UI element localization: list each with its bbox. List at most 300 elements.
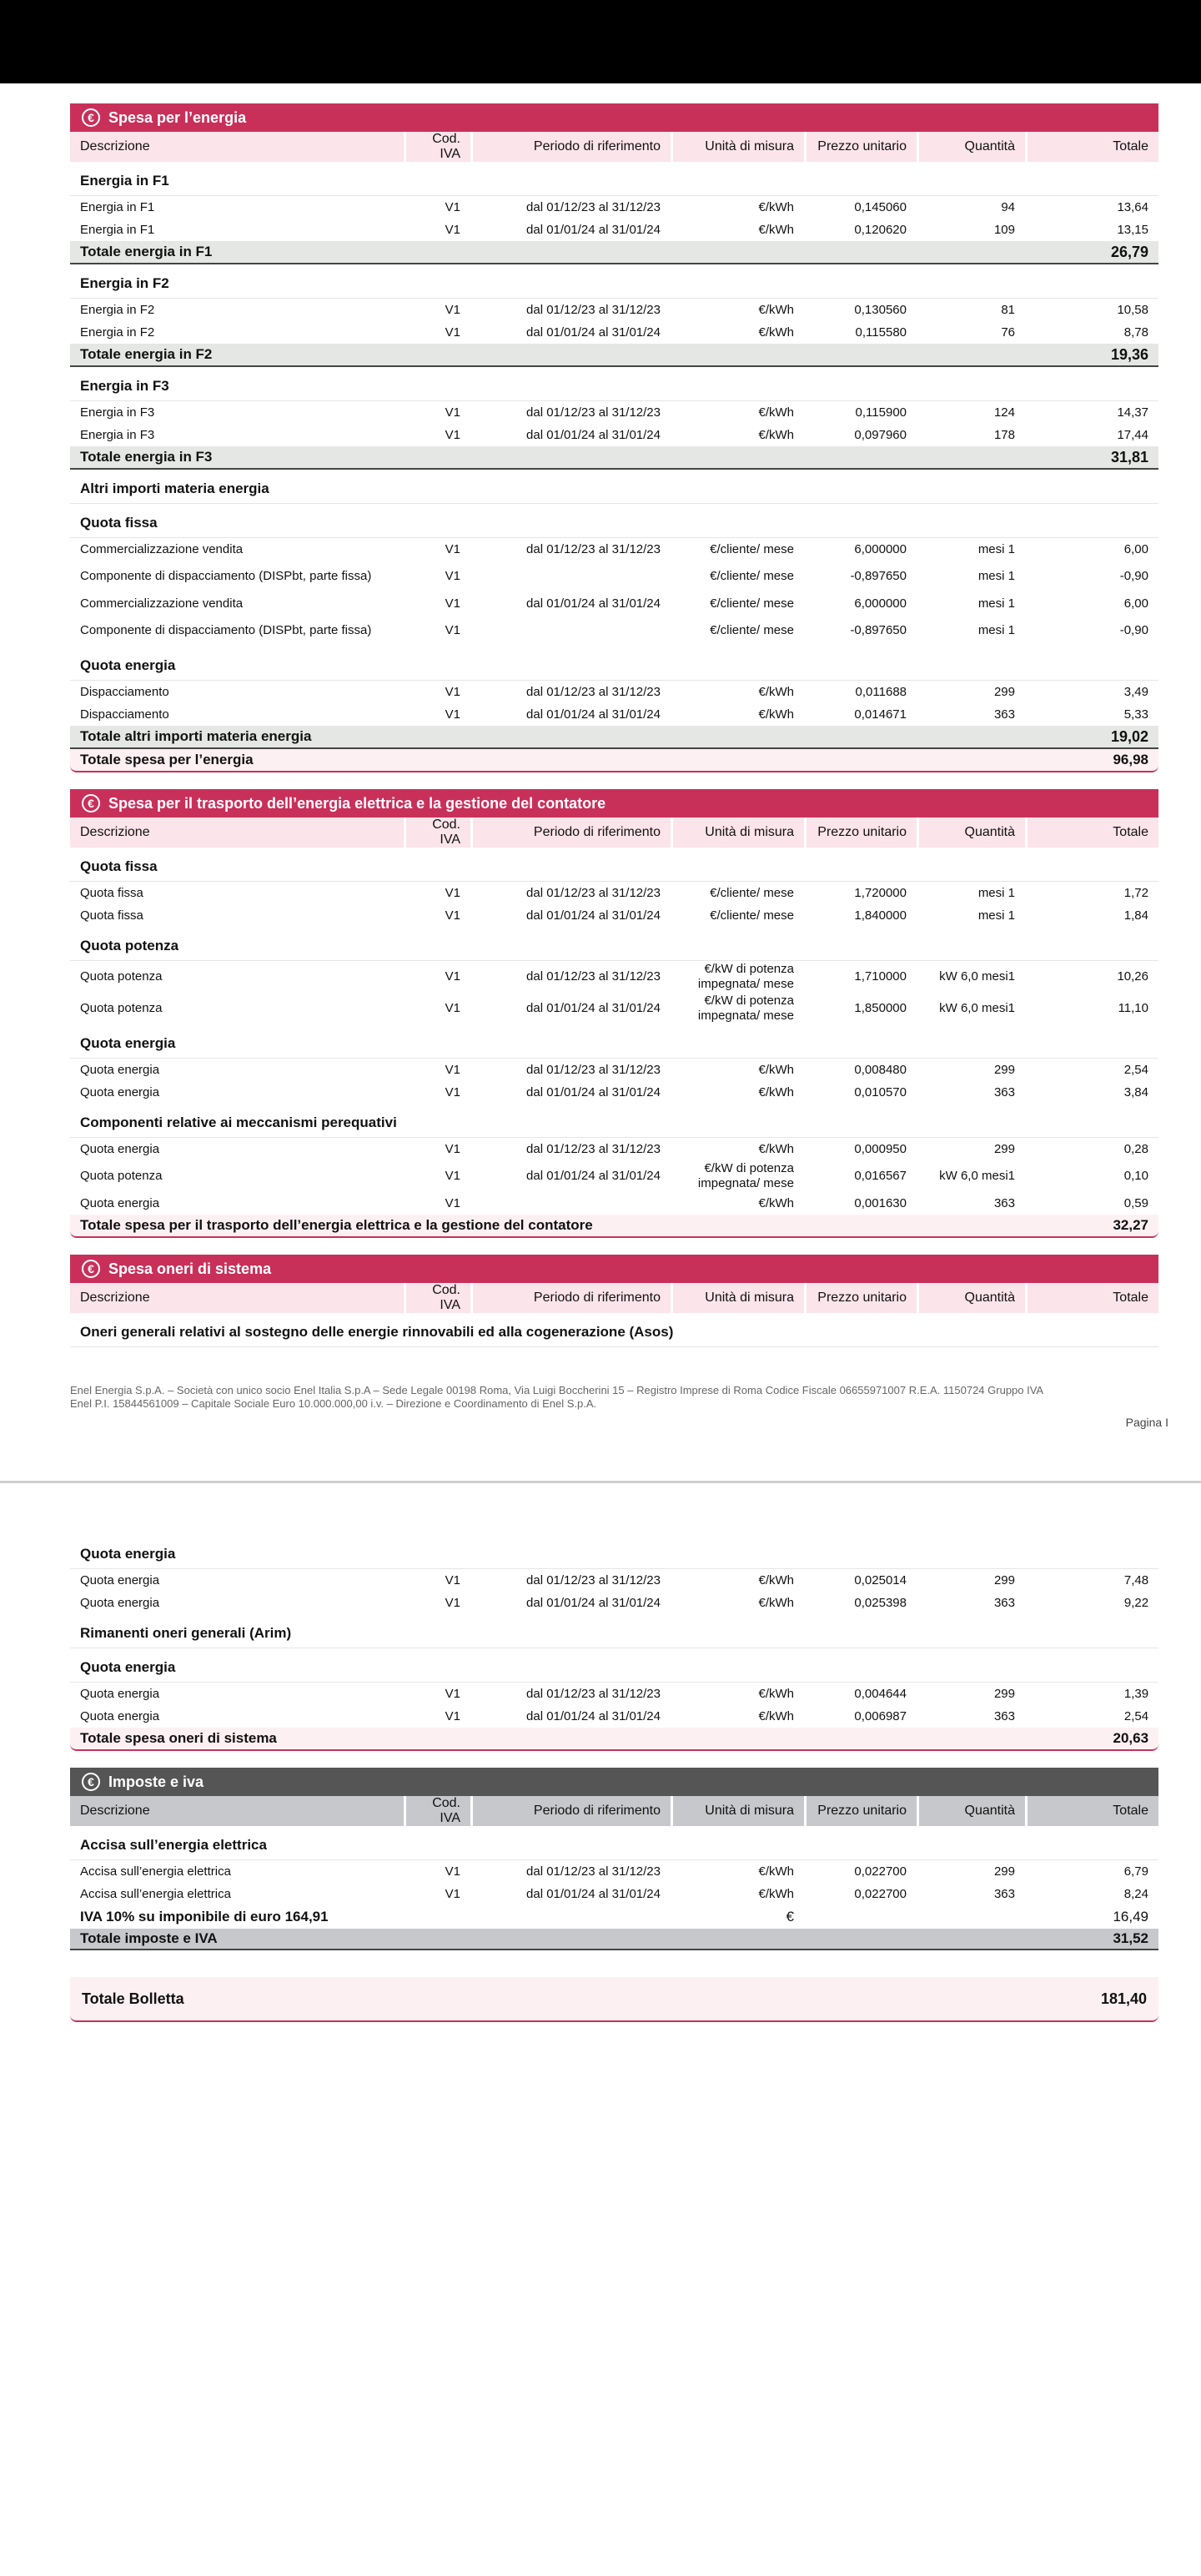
cell-periodo: dal 01/12/23 al 31/12/23 — [526, 969, 661, 984]
cell-unita: €/kWh — [758, 1142, 794, 1156]
cell-prezzo: 0,011688 — [855, 685, 907, 699]
cell-totale: 6,00 — [1123, 596, 1148, 611]
cell-totale: 3,84 — [1123, 1085, 1148, 1099]
cell-descrizione: Quota energia — [80, 1687, 160, 1701]
cell-unita: €/kWh — [758, 405, 794, 420]
page-1 — [70, 103, 1168, 1429]
cell-descrizione: Quota energia — [80, 1596, 160, 1610]
cell-periodo: dal 01/01/24 al 31/01/24 — [526, 223, 661, 237]
cell-prezzo: 0,025014 — [854, 1573, 907, 1587]
cell-unita: €/kWh — [758, 1596, 794, 1610]
cell-totale: 16,49 — [1113, 1909, 1148, 1924]
cell-cod-iva: V1 — [445, 1001, 460, 1015]
cell-prezzo: 0,130560 — [854, 303, 907, 317]
cell-descrizione: Accisa sull’energia elettrica — [80, 1887, 231, 1901]
col-descrizione-header: Descrizione — [70, 818, 404, 848]
group-heading-row — [70, 1535, 1158, 1569]
total-row — [70, 1215, 1158, 1238]
group-heading-row — [70, 1024, 1158, 1059]
table-row — [70, 615, 1158, 647]
cell-quantita: 178 — [993, 428, 1015, 442]
cell-quantita: 299 — [993, 1687, 1015, 1701]
cell-totale: 1,84 — [1123, 908, 1148, 923]
cell-periodo: dal 01/12/23 al 31/12/23 — [526, 542, 661, 556]
group-heading-row — [70, 1614, 1158, 1648]
cell-quantita: kW 6,0 mesi1 — [939, 969, 1015, 984]
col-quantita-header: Quantità — [917, 132, 1025, 162]
col-unita-header: Unità di misura — [671, 818, 804, 848]
top-black-bar — [0, 0, 1201, 83]
cell-totale: 10,26 — [1117, 969, 1148, 984]
cell-totale: 14,37 — [1117, 405, 1148, 420]
cell-periodo: dal 01/01/24 al 31/01/24 — [526, 1709, 661, 1723]
cell-prezzo: 0,004644 — [854, 1687, 907, 1701]
euro-icon: € — [82, 1773, 100, 1791]
cell-descrizione: Quota energia — [80, 1085, 160, 1099]
cell-descrizione: Quota fissa — [80, 886, 143, 900]
group-heading-row — [70, 264, 1158, 299]
group-heading: Rimanenti oneri generali (Arim) — [70, 1614, 1158, 1648]
cell-totale: -0,90 — [1119, 569, 1148, 583]
cell-quantita: 363 — [993, 707, 1015, 722]
cell-periodo: dal 01/01/24 al 31/01/24 — [526, 707, 661, 722]
group-heading-row — [70, 162, 1158, 196]
cell-totale: 3,49 — [1123, 685, 1148, 699]
cell-cod-iva: V1 — [445, 707, 460, 722]
group-heading: Altri importi materia energia — [70, 470, 1158, 504]
cell-unita: €/kW di potenza impegnata/ mese — [697, 1161, 794, 1190]
grand-total-label: Totale Bolletta — [82, 1990, 184, 2007]
table-row — [70, 882, 1158, 904]
cell-periodo: dal 01/01/24 al 31/01/24 — [526, 1887, 661, 1901]
section-title: Spesa per il trasporto dell’energia elettrica e la gestione del contatore — [108, 794, 606, 812]
col-periodo-header: Periodo di riferimento — [470, 132, 671, 162]
cell-prezzo: 0,008480 — [854, 1063, 907, 1077]
cell-cod-iva: V1 — [445, 1169, 460, 1183]
cell-cod-iva — [404, 1905, 470, 1929]
cell-quantita: kW 6,0 mesi1 — [939, 1001, 1015, 1015]
cell-prezzo: 6,000000 — [854, 596, 907, 611]
cell-periodo: dal 01/12/23 al 31/12/23 — [526, 1687, 661, 1701]
group-heading: Quota energia — [70, 1535, 1158, 1569]
table-row — [70, 1081, 1158, 1104]
cell-quantita: mesi 1 — [977, 542, 1015, 556]
group-heading-row — [70, 504, 1158, 538]
cell-periodo: dal 01/12/23 al 31/12/23 — [526, 1142, 661, 1156]
total-row — [70, 1728, 1158, 1751]
total-value: 20,63 — [1025, 1728, 1158, 1751]
table-row — [70, 219, 1158, 241]
cell-cod-iva: V1 — [445, 1887, 460, 1901]
total-label: Totale spesa oneri di sistema — [70, 1728, 1025, 1751]
cell-unita: €/kWh — [758, 1864, 794, 1879]
total-value: 26,79 — [1025, 241, 1158, 264]
page-divider — [0, 1481, 1201, 1483]
cell-cod-iva: V1 — [445, 542, 460, 556]
cell-periodo: dal 01/12/23 al 31/12/23 — [526, 1864, 661, 1879]
cell-quantita: 363 — [993, 1085, 1015, 1099]
footer-line: Enel Energia S.p.A. – Società con unico socio Enel Italia S.p.A – Sede Legale 00198 Roma, Via Luigi Boccherini 15 – Registro Imprese di Roma Codice Fiscale 06655971007 R.E.A. 1150724 Gruppo IVA — [70, 1384, 1044, 1396]
total-value: 32,27 — [1025, 1215, 1158, 1238]
imposte-table — [70, 1796, 1158, 1950]
cell-descrizione: Dispacciamento — [80, 685, 169, 699]
col-cod-iva-header: Cod. IVA — [404, 818, 470, 848]
cell-prezzo: -0,897650 — [850, 623, 907, 637]
col-periodo-header: Periodo di riferimento — [470, 818, 671, 848]
col-cod-iva-header: Cod. IVA — [404, 132, 470, 162]
grand-total — [70, 1977, 1158, 2022]
col-quantita-header: Quantità — [917, 1283, 1025, 1313]
cell-cod-iva: V1 — [445, 886, 460, 900]
cell-prezzo: 0,010570 — [854, 1085, 907, 1099]
oneri-continued-table — [70, 1535, 1158, 1751]
group-heading-row — [70, 470, 1158, 504]
cell-unita: €/kWh — [758, 1573, 794, 1587]
cell-unita: €/cliente/ mese — [710, 596, 794, 611]
table-row — [70, 1883, 1158, 1905]
cell-periodo: dal 01/01/24 al 31/01/24 — [526, 1001, 661, 1015]
table-row — [70, 961, 1158, 993]
cell-unita: €/kW di potenza impegnata/ mese — [697, 962, 794, 991]
col-prezzo-header: Prezzo unitario — [804, 1283, 917, 1313]
total-value: 19,36 — [1025, 344, 1158, 367]
energia-table — [70, 132, 1158, 772]
cell-quantita: 76 — [1001, 325, 1015, 340]
table-row — [70, 561, 1158, 592]
cell-periodo: dal 01/12/23 al 31/12/23 — [526, 200, 661, 214]
cell-totale: 6,79 — [1123, 1864, 1148, 1879]
section-energia-header — [70, 103, 1158, 132]
table-row — [70, 681, 1158, 703]
group-heading: Accisa sull’energia elettrica — [70, 1826, 1158, 1860]
cell-prezzo: 0,145060 — [854, 200, 907, 214]
group-heading: Quota potenza — [70, 927, 1158, 961]
cell-periodo: dal 01/01/24 al 31/01/24 — [526, 428, 661, 442]
total-value: 31,52 — [1025, 1929, 1158, 1950]
group-heading-row — [70, 367, 1158, 401]
cell-quantita: kW 6,0 mesi1 — [939, 1169, 1015, 1183]
cell-descrizione: Quota fissa — [80, 908, 143, 923]
cell-prezzo: 0,025398 — [854, 1596, 907, 1610]
cell-unita: €/cliente/ mese — [710, 908, 794, 923]
page-number: Pagina I — [1125, 1416, 1168, 1429]
cell-quantita: mesi 1 — [977, 596, 1015, 611]
cell-totale: 10,58 — [1117, 303, 1148, 317]
cell-unita: €/kWh — [758, 223, 794, 237]
group-heading: Quota energia — [70, 1024, 1158, 1059]
group-heading: Componenti relative ai meccanismi perequativi — [70, 1104, 1158, 1138]
cell-cod-iva: V1 — [445, 405, 460, 420]
cell-prezzo: 0,022700 — [854, 1864, 907, 1879]
cell-descrizione: Energia in F3 — [80, 428, 155, 442]
cell-quantita: 81 — [1001, 303, 1015, 317]
cell-quantita: mesi 1 — [977, 623, 1015, 637]
oneri-table — [70, 1283, 1158, 1347]
col-descrizione-header: Descrizione — [70, 1283, 404, 1313]
cell-descrizione: Quota potenza — [80, 1169, 163, 1183]
cell-quantita: 363 — [993, 1887, 1015, 1901]
cell-descrizione: Energia in F3 — [80, 405, 155, 420]
col-cod-iva-header: Cod. IVA — [404, 1283, 470, 1313]
cell-totale: 8,78 — [1123, 325, 1148, 340]
cell-quantita — [917, 1905, 1025, 1929]
cell-periodo: dal 01/01/24 al 31/01/24 — [526, 1085, 661, 1099]
cell-quantita: mesi 1 — [977, 569, 1015, 583]
cell-cod-iva: V1 — [445, 1596, 460, 1610]
col-quantita-header: Quantità — [917, 818, 1025, 848]
cell-unita: €/cliente/ mese — [710, 569, 794, 583]
euro-icon: € — [82, 1260, 100, 1278]
cell-quantita: 363 — [993, 1196, 1015, 1210]
group-heading: Energia in F2 — [70, 264, 1158, 299]
cell-cod-iva: V1 — [445, 1687, 460, 1701]
col-periodo-header: Periodo di riferimento — [470, 1283, 671, 1313]
cell-totale: 13,64 — [1117, 200, 1148, 214]
cell-periodo: dal 01/01/24 al 31/01/24 — [526, 1169, 661, 1183]
col-unita-header: Unità di misura — [671, 132, 804, 162]
total-label: Totale altri importi materia energia — [70, 726, 1025, 749]
col-periodo-header: Periodo di riferimento — [470, 1796, 671, 1826]
cell-periodo — [470, 615, 671, 647]
table-row — [70, 1192, 1158, 1215]
cell-periodo: dal 01/01/24 al 31/01/24 — [526, 908, 661, 923]
total-value: 31,81 — [1025, 446, 1158, 470]
cell-quantita: mesi 1 — [977, 886, 1015, 900]
total-label: Totale energia in F2 — [70, 344, 1025, 367]
cell-totale: 17,44 — [1117, 428, 1148, 442]
cell-descrizione: Componente di dispacciamento (DISPbt, parte fissa) — [80, 569, 372, 583]
table-row — [70, 401, 1158, 424]
cell-descrizione: Quota potenza — [80, 969, 163, 984]
cell-descrizione: Componente di dispacciamento (DISPbt, parte fissa) — [80, 623, 372, 637]
cell-prezzo: 0,000950 — [854, 1142, 907, 1156]
group-heading: Energia in F1 — [70, 162, 1158, 196]
col-descrizione-header: Descrizione — [70, 132, 404, 162]
cell-prezzo: 0,006987 — [854, 1709, 907, 1723]
cell-unita: €/kWh — [758, 1196, 794, 1210]
group-heading: Energia in F3 — [70, 367, 1158, 401]
cell-quantita: 299 — [993, 685, 1015, 699]
cell-cod-iva: V1 — [445, 223, 460, 237]
col-unita-header: Unità di misura — [671, 1796, 804, 1826]
section-oneri-header — [70, 1255, 1158, 1283]
cell-totale: 7,48 — [1123, 1573, 1149, 1587]
col-prezzo-header: Prezzo unitario — [804, 132, 917, 162]
col-prezzo-header: Prezzo unitario — [804, 1796, 917, 1826]
total-label: Totale spesa per il trasporto dell’energia elettrica e la gestione del contatore — [70, 1215, 1025, 1238]
cell-cod-iva: V1 — [445, 908, 460, 923]
cell-descrizione: Energia in F1 — [80, 200, 155, 214]
total-value: 96,98 — [1025, 749, 1158, 772]
table-row — [70, 196, 1158, 219]
subtotal-row — [70, 726, 1158, 749]
cell-cod-iva: V1 — [445, 200, 460, 214]
page-2 — [70, 1535, 1158, 2022]
cell-totale: 9,22 — [1123, 1596, 1149, 1610]
col-quantita-header: Quantità — [917, 1796, 1025, 1826]
col-prezzo-header: Prezzo unitario — [804, 818, 917, 848]
cell-prezzo: 0,115580 — [855, 325, 907, 340]
total-row — [70, 749, 1158, 772]
cell-periodo: dal 01/12/23 al 31/12/23 — [526, 886, 661, 900]
cell-totale: 11,10 — [1118, 1001, 1148, 1015]
col-totale-header: Totale — [1025, 1796, 1158, 1826]
cell-unita: €/kWh — [758, 1709, 794, 1723]
cell-quantita: 299 — [993, 1864, 1015, 1879]
cell-totale: 0,59 — [1123, 1196, 1148, 1210]
table-row — [70, 321, 1158, 344]
cell-unita: €/kWh — [758, 200, 794, 214]
cell-periodo: dal 01/12/23 al 31/12/23 — [526, 303, 661, 317]
euro-icon: € — [82, 108, 100, 127]
group-heading: Quota energia — [70, 1648, 1158, 1683]
col-unita-header: Unità di misura — [671, 1283, 804, 1313]
cell-quantita: 363 — [993, 1709, 1015, 1723]
cell-cod-iva: V1 — [445, 1864, 460, 1879]
table-row — [70, 1860, 1158, 1883]
table-row — [70, 1592, 1158, 1614]
cell-periodo: dal 01/12/23 al 31/12/23 — [526, 1573, 661, 1587]
table-row — [70, 1569, 1158, 1592]
group-heading-row — [70, 1648, 1158, 1683]
table-row — [70, 1705, 1158, 1728]
cell-periodo: dal 01/01/24 al 31/01/24 — [526, 596, 661, 611]
cell-quantita: 94 — [1001, 200, 1015, 214]
cell-periodo: dal 01/12/23 al 31/12/23 — [526, 685, 661, 699]
cell-descrizione: Quota energia — [80, 1709, 160, 1723]
footer-line: Enel P.I. 15844561009 – Capitale Sociale Euro 10.000.000,00 i.v. – Direzione e Coordinamento di Enel S.p.A. — [70, 1397, 597, 1410]
vat-row — [70, 1905, 1158, 1929]
cell-totale: 6,00 — [1123, 542, 1148, 556]
cell-quantita: mesi 1 — [977, 908, 1015, 923]
cell-unita: € — [786, 1909, 794, 1924]
cell-quantita: 299 — [993, 1063, 1015, 1077]
cell-prezzo: 1,710000 — [854, 969, 907, 984]
group-heading: Quota fissa — [70, 848, 1158, 882]
cell-prezzo: 0,022700 — [854, 1887, 907, 1901]
cell-periodo: dal 01/01/24 al 31/01/24 — [526, 325, 661, 340]
cell-totale: 1,72 — [1123, 886, 1148, 900]
total-row — [70, 1929, 1158, 1950]
cell-prezzo — [804, 1905, 917, 1929]
table-row — [70, 538, 1158, 561]
group-heading-row — [70, 1104, 1158, 1138]
cell-descrizione: Commercializzazione vendita — [80, 542, 244, 556]
section-title: Spesa per l’energia — [108, 108, 247, 126]
total-label: Totale imposte e IVA — [70, 1929, 1025, 1950]
cell-cod-iva: V1 — [445, 428, 460, 442]
cell-descrizione: Energia in F2 — [80, 303, 155, 317]
cell-cod-iva: V1 — [445, 1709, 460, 1723]
table-row — [70, 1160, 1158, 1192]
cell-descrizione: Quota energia — [80, 1063, 160, 1077]
table-row — [70, 904, 1158, 927]
total-label: Totale spesa per l’energia — [70, 749, 1025, 772]
cell-cod-iva: V1 — [445, 1085, 460, 1099]
cell-periodo: dal 01/01/24 al 31/01/24 — [526, 1596, 661, 1610]
section-title: Spesa oneri di sistema — [108, 1260, 272, 1277]
table-row — [70, 993, 1158, 1024]
cell-cod-iva: V1 — [445, 596, 460, 611]
cell-unita: €/kWh — [758, 428, 794, 442]
cell-descrizione: Energia in F1 — [80, 223, 155, 237]
cell-totale: 5,33 — [1123, 707, 1148, 722]
group-heading-row — [70, 848, 1158, 882]
cell-totale: 8,24 — [1123, 1887, 1148, 1901]
table-row — [70, 592, 1158, 615]
group-heading: Quota energia — [70, 647, 1158, 681]
cell-cod-iva: V1 — [445, 1573, 460, 1587]
cell-prezzo: 6,000000 — [854, 542, 907, 556]
group-heading-row — [70, 1826, 1158, 1860]
cell-prezzo: -0,897650 — [850, 569, 907, 583]
cell-cod-iva: V1 — [445, 325, 460, 340]
cell-cod-iva: V1 — [445, 569, 460, 583]
cell-descrizione: Accisa sull’energia elettrica — [80, 1864, 231, 1879]
cell-totale: 2,54 — [1123, 1063, 1148, 1077]
cell-prezzo: 1,850000 — [854, 1001, 907, 1015]
cell-prezzo: 0,115900 — [855, 405, 907, 420]
cell-unita: €/kW di potenza impegnata/ mese — [697, 994, 794, 1023]
total-value: 19,02 — [1025, 726, 1158, 749]
cell-prezzo: 0,001630 — [854, 1196, 907, 1210]
cell-unita: €/kWh — [758, 1085, 794, 1099]
cell-quantita: 299 — [993, 1573, 1015, 1587]
col-totale-header: Totale — [1025, 818, 1158, 848]
table-row — [70, 1683, 1158, 1705]
cell-prezzo: 0,016567 — [854, 1169, 907, 1183]
col-totale-header: Totale — [1025, 1283, 1158, 1313]
group-heading-row — [70, 1313, 1158, 1347]
table-row — [70, 299, 1158, 321]
cell-unita: €/kWh — [758, 303, 794, 317]
cell-periodo: dal 01/12/23 al 31/12/23 — [526, 405, 661, 420]
cell-quantita: 109 — [993, 223, 1015, 237]
cell-unita: €/kWh — [758, 1887, 794, 1901]
trasporto-table — [70, 818, 1158, 1238]
cell-unita: €/cliente/ mese — [710, 623, 794, 637]
cell-quantita: 299 — [993, 1142, 1015, 1156]
subtotal-row — [70, 446, 1158, 470]
cell-descrizione: Commercializzazione vendita — [80, 596, 244, 611]
cell-prezzo: 0,097960 — [854, 428, 907, 442]
cell-prezzo: 1,840000 — [854, 908, 907, 923]
col-totale-header: Totale — [1025, 132, 1158, 162]
cell-quantita: 363 — [993, 1596, 1015, 1610]
cell-descrizione: Energia in F2 — [80, 325, 155, 340]
group-heading: Oneri generali relativi al sostegno delle energie rinnovabili ed alla cogenerazione (Asos) — [70, 1313, 1158, 1347]
table-row — [70, 1138, 1158, 1160]
page-footer — [70, 1384, 1158, 1411]
cell-unita: €/kWh — [758, 325, 794, 340]
cell-cod-iva: V1 — [445, 685, 460, 699]
cell-totale: 0,10 — [1123, 1169, 1148, 1183]
cell-totale: 2,54 — [1123, 1709, 1149, 1723]
table-row — [70, 703, 1158, 726]
cell-prezzo: 1,720000 — [854, 886, 907, 900]
cell-periodo: dal 01/12/23 al 31/12/23 — [526, 1063, 661, 1077]
section-trasporto-header — [70, 789, 1158, 818]
cell-periodo — [470, 561, 671, 592]
col-cod-iva-header: Cod. IVA — [404, 1796, 470, 1826]
cell-descrizione: Dispacciamento — [80, 707, 169, 722]
cell-descrizione: Quota energia — [80, 1142, 160, 1156]
cell-descrizione: Quota energia — [80, 1196, 160, 1210]
cell-unita: €/cliente/ mese — [710, 886, 794, 900]
cell-cod-iva: V1 — [445, 1142, 460, 1156]
cell-cod-iva: V1 — [445, 303, 460, 317]
cell-cod-iva: V1 — [445, 1063, 460, 1077]
